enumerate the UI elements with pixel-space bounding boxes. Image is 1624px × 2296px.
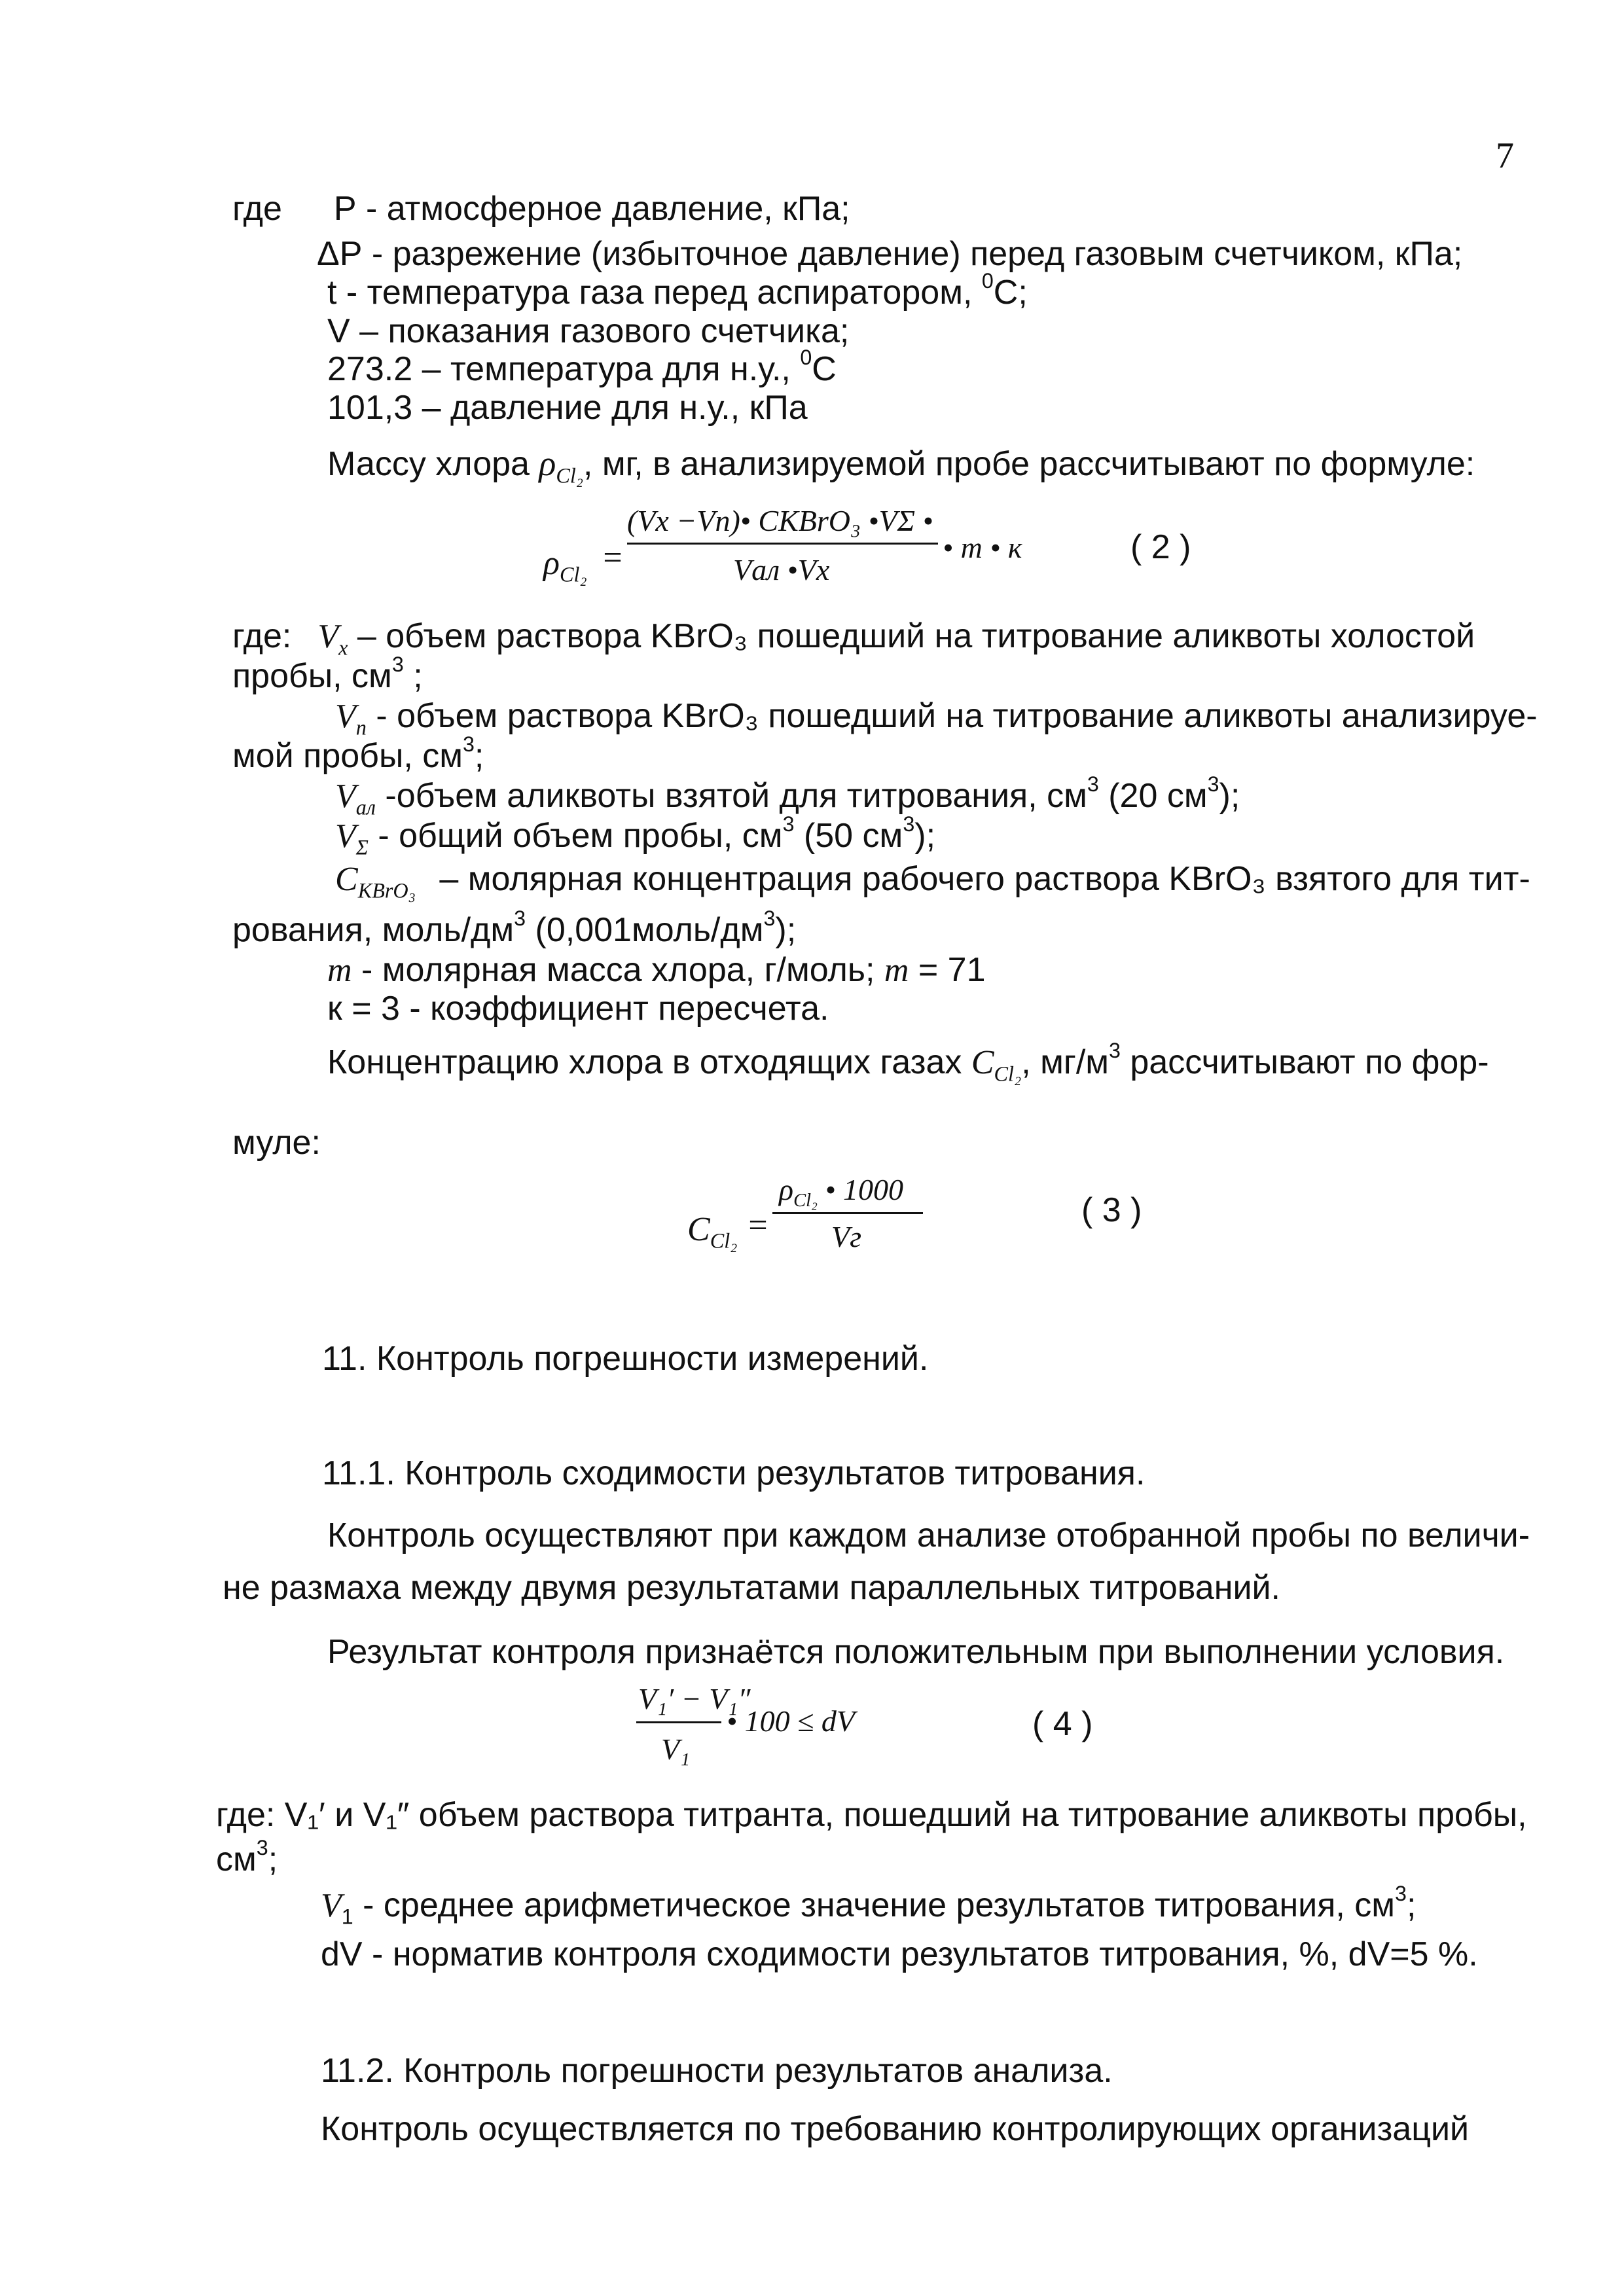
fraction-bar: [636, 1721, 721, 1723]
formula-2-tail: • m • к: [943, 531, 1022, 564]
text-line: $C_{KBrO_3}$ – молярная концентрация рабочего раствора KBrO₃ взятого для тит-: [335, 860, 1530, 903]
formula-2-numerator: (Vx −Vп)• CKBrO₃ •VΣ •: [627, 504, 933, 537]
equation-number: ( 3 ): [1081, 1191, 1142, 1229]
formula-3-numerator: $\rho_{Cl_2}$ • 1000: [779, 1173, 904, 1211]
text-line: Результат контроля признаётся положительным при выполнении условия.: [327, 1633, 1505, 1671]
fraction-bar: [772, 1212, 923, 1214]
text-line: к = 3 - коэффициент пересчета.: [327, 990, 829, 1028]
section-heading: 11. Контроль погрешности измерений.: [322, 1340, 929, 1378]
document-page: 7 где Р - атмосферное давление, кПа; ΔР - разрежение (избыточное давление) перед газовым счетчиком, кПа; t - температура газа перед аспиратором, $^0$С; V – показания газового счетчика; 273.2 – температура для н.у., $^0$С 101,3 – давление для н.у., кПа Массу хлора $\rho_{Cl_2}$, мг, в анализируемой пробе рассчитывают по формуле: $\rho_{Cl_2}$ = (Vx −Vп)• CKBrO₃ •VΣ • Vал •Vx • m • к ( 2 ) где: $V_x$ – объем раствора KBrO₃ пошедший на титрование аликвоты холостой пробы, $см^3$ ; $V_п$ - объем раствора KBrO₃ пошедший на титрование аликвоты анализируе- мой пробы, $см^3$; $V_{ал}$ -объем аликвоты взятой для титрования, $см^3$ (20 $см^3$); $V_\Sigma$ - общий объем пробы, $см^3$ (50 $см^3$); $C_{KBrO_3}$ – молярная концентрация рабочего раствора KBrO₃ взятого для тит- рования, моль/$дм^3$ $(0,001моль/дм^3)$; m - молярная масса хлора, г/моль; m = 71 к = 3 - коэффициент пересчета. Концентрацию хлора в отходящих газах $C_{Cl_2}$, $мг/м^3$ рассчитывают по фор- муле: $C_{Cl_2}$ = $\rho_{Cl_2}$ • 1000 Vг ( 3 ) 11. Контроль погрешности измерений. 11.1. Контроль сходимости результатов титрования. Контроль осуществляют при каждом анализе отобранной пробы по величи- не размаха между двумя результатами параллельных титрований. Результат контроля признаётся положительным при выполнении условия. V₁′ − V₁″ V₁ • 100 ≤ dV ( 4 ) где: V₁′ и V₁″ объем раствора титранта, пошедший на титрование аликвоты пробы, $см^3$; $V_1$ - среднее арифметическое значение результатов титрования, $см^3$; dV - норматив контроля сходимости результатов титрования, %, dV=5 %. 11.2. Контроль погрешности результатов анализа. Контроль осуществляется по требованию контролирующих организаций: [0, 0, 1624, 2296]
text-line: Контроль осуществляется по требованию контролирующих организаций: [321, 2110, 1470, 2148]
text-line: Массу хлора $\rho_{Cl_2}$, мг, в анализируемой пробе рассчитывают по формуле:: [327, 444, 1475, 488]
text-line: Концентрацию хлора в отходящих газах $C_{Cl_2}$, $мг/м^3$ рассчитывают по фор-: [327, 1038, 1489, 1086]
formula-4-tail: • 100 ≤ dV: [727, 1704, 855, 1738]
def-dp: ΔР - разрежение (избыточное давление) перед газовым счетчиком, кПа;: [317, 235, 1463, 273]
text-line: муле:: [232, 1124, 321, 1162]
text-line: мой пробы, $см^3$;: [232, 732, 484, 775]
def-101: 101,3 – давление для н.у., кПа: [327, 389, 808, 427]
fraction-bar: [627, 543, 938, 545]
equation-number: ( 4 ): [1032, 1705, 1093, 1743]
text-line: $V_{ал}$ -объем аликвоты взятой для титрования, $см^3$ (20 $см^3$);: [335, 772, 1240, 819]
text-line: $см^3$;: [216, 1835, 278, 1878]
formula-4-denominator: V₁: [661, 1732, 691, 1766]
where-label: где: [232, 190, 282, 228]
text-line: dV - норматив контроля сходимости результатов титрования, %, dV=5 %.: [321, 1935, 1478, 1973]
equation-number: ( 2 ): [1130, 528, 1191, 566]
formula-3-denominator: Vг: [831, 1220, 862, 1253]
text-line: где: V₁′ и V₁″ объем раствора титранта, пошедший на титрование аликвоты пробы,: [216, 1796, 1527, 1834]
rho-symbol: ρ: [539, 444, 556, 483]
text-line: не размаха между двумя результатами параллельных титрований.: [223, 1569, 1280, 1607]
def-t: t - температура газа перед аспиратором, $^0$С;: [327, 268, 1028, 312]
subsection-heading: 11.2. Контроль погрешности результатов анализа.: [321, 2052, 1113, 2090]
def-p: Р - атмосферное давление, кПа;: [333, 190, 850, 228]
formula-2-denominator: Vал •Vx: [733, 553, 830, 586]
text-line: $V_1$ - среднее арифметическое значение результатов титрования, $см^3$;: [321, 1881, 1416, 1929]
text-line: m - молярная масса хлора, г/моль; m = 71: [327, 951, 986, 989]
subsection-heading: 11.1. Контроль сходимости результатов титрования.: [322, 1454, 1146, 1492]
def-273: 273.2 – температура для н.у., $^0$С: [327, 345, 837, 388]
text-line: рования, моль/$дм^3$ $(0,001моль/дм^3)$;: [232, 906, 797, 949]
formula-4-numerator: V₁′ − V₁″: [638, 1682, 751, 1715]
def-v: V – показания газового счетчика;: [327, 312, 850, 350]
text-line: $V_п$ - объем раствора KBrO₃ пошедший на титрование аликвоты анализируе-: [335, 697, 1538, 740]
text-line: $V_\Sigma$ - общий объем пробы, $см^3$ (50 $см^3$);: [335, 812, 936, 859]
text-line: где: $V_x$ – объем раствора KBrO₃ пошедший на титрование аликвоты холостой: [232, 617, 1475, 660]
text-line: [232, 188, 850, 229]
text-line: Контроль осуществляют при каждом анализе отобранной пробы по величи-: [327, 1516, 1530, 1554]
text-line: пробы, $см^3$ ;: [232, 652, 423, 695]
page-number: 7: [1496, 135, 1514, 176]
